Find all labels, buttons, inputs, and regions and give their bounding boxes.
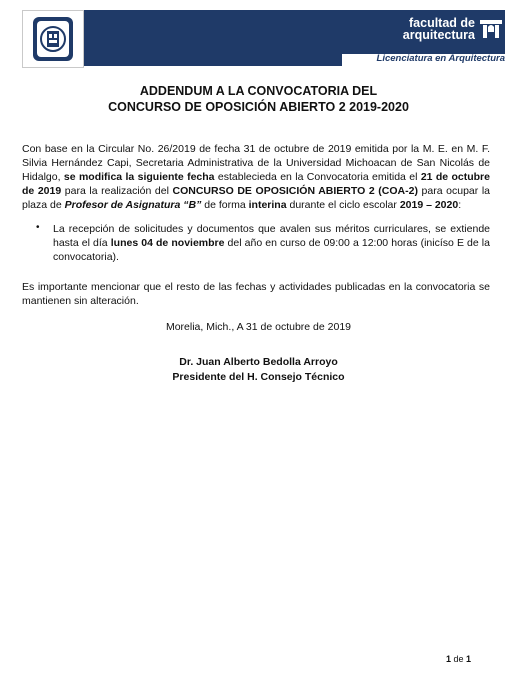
p1-bold-modifica: se modifica la siguiente fecha	[63, 171, 215, 183]
p1-text: :	[458, 199, 462, 211]
p1-text: durante el ciclo escolar	[286, 199, 400, 211]
bullet-bold-date: lunes 04 de noviembre	[110, 237, 225, 249]
bullet-text: del año en curso de 09:00 a 12:00 horas (inicíso E de la convocatoria).	[53, 237, 490, 263]
bullet-text: La recepción de solicitudes y documentos que avalen sus méritos curriculares, se extiende hasta el día	[53, 223, 490, 249]
page-current: 1	[446, 654, 452, 664]
page-number	[446, 654, 471, 664]
page-of: de	[451, 654, 467, 664]
p1-bold-interina: interina	[248, 199, 287, 211]
p1-bold-profesor: Profesor de Asignatura “B”	[64, 199, 202, 211]
bullet-icon: •	[36, 222, 40, 233]
letterhead	[22, 10, 505, 66]
page-total: 1	[466, 654, 472, 664]
place-date: Morelia, Mich., A 31 de octubre de 2019	[165, 321, 352, 333]
p1-text: para ocupar la plaza de	[22, 185, 490, 211]
p1-bold-date: 21 de octubre de 2019	[22, 171, 490, 197]
faculty-brand	[403, 17, 475, 41]
document-title-line1: ADDENDUM A LA CONVOCATORIA DEL	[139, 84, 378, 98]
program-subtitle: Licenciatura en Arquitectura	[376, 53, 505, 64]
closing-paragraph: Es importante mencionar que el resto de las fechas y actividades publicadas en la convocatoria se mantienen sin alteración.	[22, 281, 490, 307]
p1-text: de forma	[201, 199, 249, 211]
signatory-name: Dr. Juan Alberto Bedolla Arroyo	[179, 356, 338, 368]
intro-paragraph	[22, 142, 490, 212]
brand-line1: facultad de	[409, 16, 475, 30]
faculty-logo-icon	[479, 18, 503, 45]
p1-text: Con base en la Circular No. 26/2019 de fecha 31 de octubre de 2019 emitida por la M. E. en M. F. Silvia Hernández Capi, Secretaria Administrativa de la Universidad Michoacan de San Nicolás de Hidalgo,	[22, 143, 490, 183]
bullet-item	[53, 222, 490, 264]
p1-bold-ciclo: 2019 – 2020	[399, 199, 459, 211]
p1-text: establecieda en la Convocatoria emitida el	[214, 171, 421, 183]
university-seal-logo	[22, 10, 84, 68]
seal-icon	[31, 15, 75, 63]
document-title-line2: CONCURSO DE OPOSICIÓN ABIERTO 2 2019-2020	[108, 100, 409, 114]
p1-bold-concurso: CONCURSO DE OPOSICIÓN ABIERTO 2 (COA-2)	[172, 185, 418, 197]
brand-line2: arquitectura	[402, 28, 475, 42]
p1-text: para la realización del	[61, 185, 173, 197]
signatory-role: Presidente del H. Consejo Técnico	[172, 371, 345, 383]
